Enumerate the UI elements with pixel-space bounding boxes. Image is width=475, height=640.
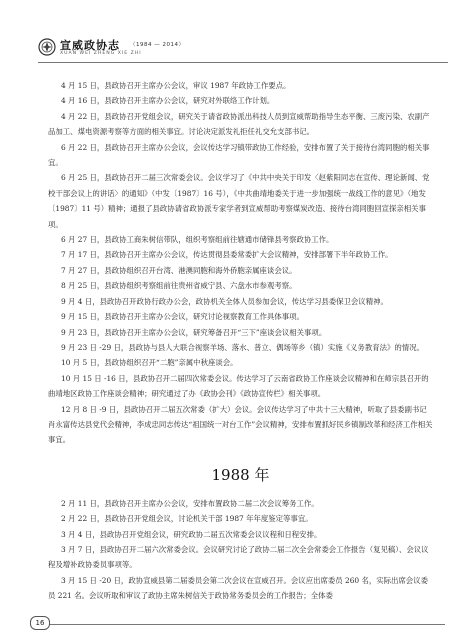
entry-paragraph: 3 月 7 日，县政协召开二届六次常委会议。会议研究讨论了政协二届二次全会常委会工作报告（复见稿）、会议议程及增补政协委员事项等。 [48,544,429,570]
entry-paragraph: 10 月 15 日 -16 日，县政协召开二届四次常委会议。传达学习了云南省政协工作座谈会议精神和在师宗县召开的曲靖地区政协工作座谈会精神；研究通过了办《政协会刊》《政协宣传栏》相关事项。 [48,373,429,399]
page-header [38,36,448,62]
book-title: 宣威政协志 [60,39,120,52]
entry-paragraph: 3 月 15 日 -20 日，政协宣威县第二届委员会第二次会议在宣威召开。会议应出席委员 260 名，实际出席会议委员 221 名。会议听取和审议了政协主席朱树信关于政协常务委员会的工作报告；全体委 [48,575,428,601]
entry-paragraph: 8 月 25 日，县政协组织考察组前往贵州省威宁县、六盘水市参观考察。 [61,281,297,291]
entry-paragraph: 3 月 4 日，县政协召开党组会议，研究政协二届五次常委会议议程和日程安排。 [61,529,322,539]
entry-paragraph: 4 月 15 日，县政协召开主席办公会议，审议 1987 年政协工作要点。 [61,81,291,90]
entry-paragraph: 9 月 23 日 -29 日，县政协与县人大联合视察羊场、落水、普立、偶场等乡（镇）实施《义务教育法》的情况。 [61,342,424,352]
entry-paragraph: 4 月 16 日，县政协召开主席办公会议，研究对外联络工作计划。 [61,96,275,106]
entry-paragraph: 6 月 25 日，县政协召开二届三次常委会议。会议学习了《中共中央关于印发〈赵紫阳同志在宣传、理论新闻、党校干部会议上的讲话〉的通知》（中发〔1987〕16 号），《中共曲靖地委关于进一步加强统一战线工作的意见》（地发〔1987〕11 号）精神；通报了县政协请省政协派专家学者到宣威帮助考察煤炭改造、接待台湾同胞回宣探亲相关事项。 [48,173,430,229]
entry-paragraph: 10 月 5 日，县政协组织召开“二胞”亲属中秋座谈会。 [61,358,238,368]
year-heading: 1988 年 [211,465,270,484]
book-subtitle: XUAN WEI ZHENG XIE ZHI [60,51,142,56]
page-number: 16 [30,616,50,630]
footer-divider [30,624,445,625]
entry-paragraph: 12 月 8 日 -9 日，县政协召开二届五次常委（扩大）会议。会议传达学习了中共十三大精神，听取了县委副书记肖永富传达县党代会精神，李成忠同志传达“祖国统一对台工作”会议精神，安排布置抓好民乡镇制改革和经济工作相关事宜。 [48,404,433,445]
entry-paragraph: 9 月 4 日，县政协召开政协行政办公会，政协机关全体人员参加会议，传达学习县委保卫会议精神。 [61,296,388,306]
entry-paragraph: 7 月 17 日，县政协召开主席办公会议，传达贯彻县委常委扩大会议精神，安排部署下半年政协工作。 [61,250,393,260]
entry-paragraph: 7 月 27 日，县政协组织召开台湾、港澳同胞和海外侨胞亲属座谈会议。 [61,265,297,275]
entry-paragraph: 2 月 11 日，县政协召开主席办公会议，安排布置政协二届二次会议筹务工作。 [61,498,319,508]
entry-paragraph: 2 月 22 日，县政协召开党组会议，讨论机关干部 1987 年年度鉴定等事宜。 [61,514,313,524]
entry-paragraph: 9 月 15 日，县政协召开主席办公会议，研究讨论视察教育工作具体事项。 [61,312,304,322]
emblem-icon [38,38,56,56]
page-body [48,78,433,604]
book-years: （1984 — 2014） [130,42,185,48]
entry-paragraph: 4 月 22 日，县政协召开党组会议，研究关于请省政协派出科技人员到宣威帮助指导生态平衡、三废污染、农副产品加工、煤电资源考察等方面的相关事宜。讨论决定派发礼拒任礼交允支部书记。 [48,111,430,137]
entry-paragraph: 9 月 23 日，县政协召开主席办公会议，研究筹备召开“三下”座谈会议相关事项。 [61,327,327,337]
entry-paragraph: 6 月 22 日，县政协召开主席办公会议，会议传达学习镇带政协工作经验，安排布置了关于接待台湾同胞的相关事宜。 [48,142,430,168]
header-divider [38,62,448,63]
entry-paragraph: 6 月 27 日，县政协工商朱树信带队，组织考察组前往辖通市储锋县考察政协工作。 [61,235,334,245]
